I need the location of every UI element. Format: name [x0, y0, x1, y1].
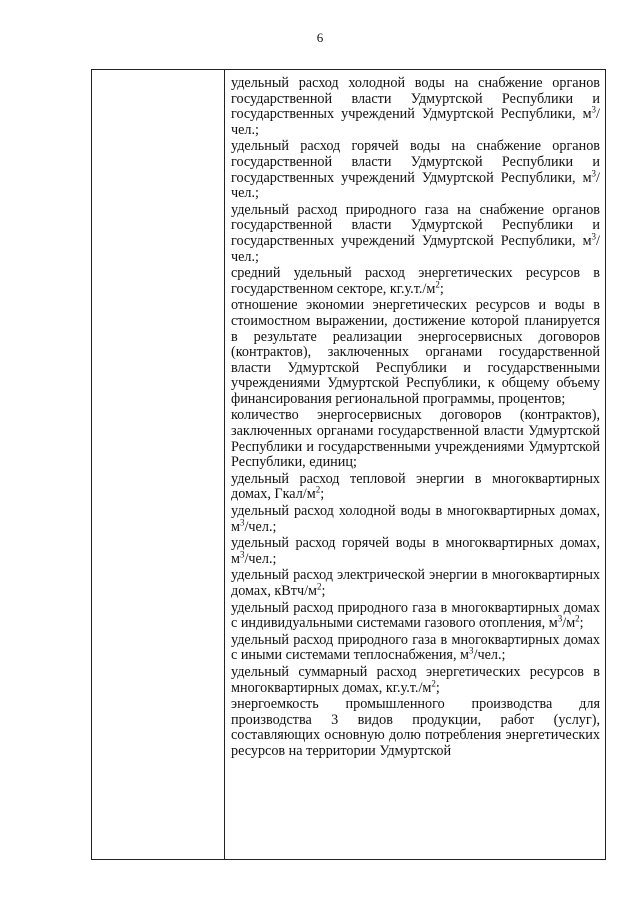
- unit-exponent: 2: [575, 613, 580, 624]
- unit-exponent: 3: [557, 613, 563, 624]
- indicator-paragraph: [231, 76, 600, 138]
- indicator-text: удельный расход горячей воды в многоквартирных домах, м: [231, 535, 600, 567]
- indicator-paragraph: [231, 408, 600, 470]
- indicator-paragraph: [231, 139, 600, 201]
- indicator-text: удельный расход горячей воды на снабжение органов государственной власти Удмуртской Республики и государственных учреждений Удмуртской Республики, м: [231, 138, 600, 186]
- indicator-text: удельный расход тепловой энергии в многоквартирных домах, Гкал/м: [231, 470, 600, 503]
- unit-exponent: 2: [435, 278, 440, 289]
- unit-exponent: 3: [591, 104, 597, 115]
- unit-exponent: 3: [239, 549, 245, 560]
- unit-exponent: 2: [315, 484, 321, 495]
- unit-suffix: ;: [439, 280, 444, 297]
- indicator-paragraph: [231, 536, 600, 567]
- indicator-paragraph: [231, 472, 600, 503]
- indicators-list: [231, 76, 600, 760]
- indicator-text: удельный расход холодной воды в многоквартирных домах, м: [231, 503, 600, 535]
- indicator-paragraph: [231, 697, 600, 759]
- unit-exponent: 2: [317, 581, 322, 592]
- indicator-text: отношение экономии энергетических ресурсов и воды в стоимостном выражении, достижение которой планируется в результате реализации энергосервисных договоров (контрактов), заключенных органами государственной власти Удмуртской Республики и государственными учреждениями Удмуртской Республики, к общему объему финансирования региональной программы, процентов;: [231, 297, 600, 407]
- page-number: 6: [316, 30, 324, 45]
- indicator-text: количество энергосервисных договоров (контрактов), заключенных органами государственной власти Удмуртской Республики и государственными учреждениями Удмуртской Республики, единиц;: [231, 407, 600, 471]
- indicator-text: удельный расход природного газа на снабжение органов государственной власти Удмуртской Республики и государственных учреждений Удмуртской Республики, м: [231, 201, 600, 249]
- indicator-text: энергоемкость промышленного производства для производства 3 видов продукции, работ (услуг), составляющих основную долю потребления энергетических ресурсов на территории Удмуртской: [231, 696, 600, 759]
- unit-suffix: ;: [320, 486, 325, 503]
- indicator-text: удельный расход электрической энергии в многоквартирных домах, кВтч/м: [231, 567, 600, 599]
- indicator-text: удельный расход природного газа в многоквартирных домах с иными системами теплоснабжения, м: [231, 631, 600, 664]
- unit-suffix: /чел.;: [244, 518, 277, 535]
- indicator-paragraph: [231, 504, 600, 535]
- indicator-paragraph: [231, 266, 600, 297]
- indicator-text: удельный расход природного газа в многоквартирных домах с индивидуальными системами газового отопления, м: [231, 599, 600, 632]
- indicator-text: средний удельный расход энергетических ресурсов в государственном секторе, кг.у.т./м: [231, 265, 600, 297]
- table-left-column: [92, 70, 224, 859]
- indicator-paragraph: [231, 298, 600, 407]
- indicator-paragraph: [231, 665, 600, 696]
- indicator-paragraph: [231, 601, 600, 632]
- indicators-table: [91, 69, 606, 860]
- unit-exponent: 2: [431, 677, 436, 688]
- unit-exponent: 3: [469, 645, 474, 656]
- unit-suffix: /м: [562, 615, 576, 632]
- unit-suffix: ;: [435, 679, 440, 696]
- indicator-text: удельный суммарный расход энергетических ресурсов в многоквартирных домах, кг.у.т./м: [231, 663, 600, 696]
- unit-suffix: ;: [321, 583, 326, 599]
- unit-exponent: 3: [591, 167, 597, 178]
- unit-suffix: /чел.;: [231, 106, 600, 138]
- indicator-paragraph: [231, 633, 600, 664]
- unit-suffix: /чел.;: [473, 647, 506, 664]
- unit-exponent: 3: [239, 516, 245, 527]
- column-divider: [224, 70, 225, 859]
- unit-suffix: ;: [579, 615, 584, 632]
- unit-exponent: 3: [591, 231, 597, 242]
- unit-suffix: /чел.;: [231, 169, 600, 202]
- indicator-text: удельный расход холодной воды на снабжение органов государственной власти Удмуртской Республики и государственных учреждений Удмуртской Республики, м: [231, 75, 600, 123]
- indicator-paragraph: [231, 568, 600, 599]
- indicator-paragraph: [231, 203, 600, 265]
- unit-suffix: /чел.;: [244, 550, 277, 567]
- unit-suffix: /чел.;: [231, 232, 600, 265]
